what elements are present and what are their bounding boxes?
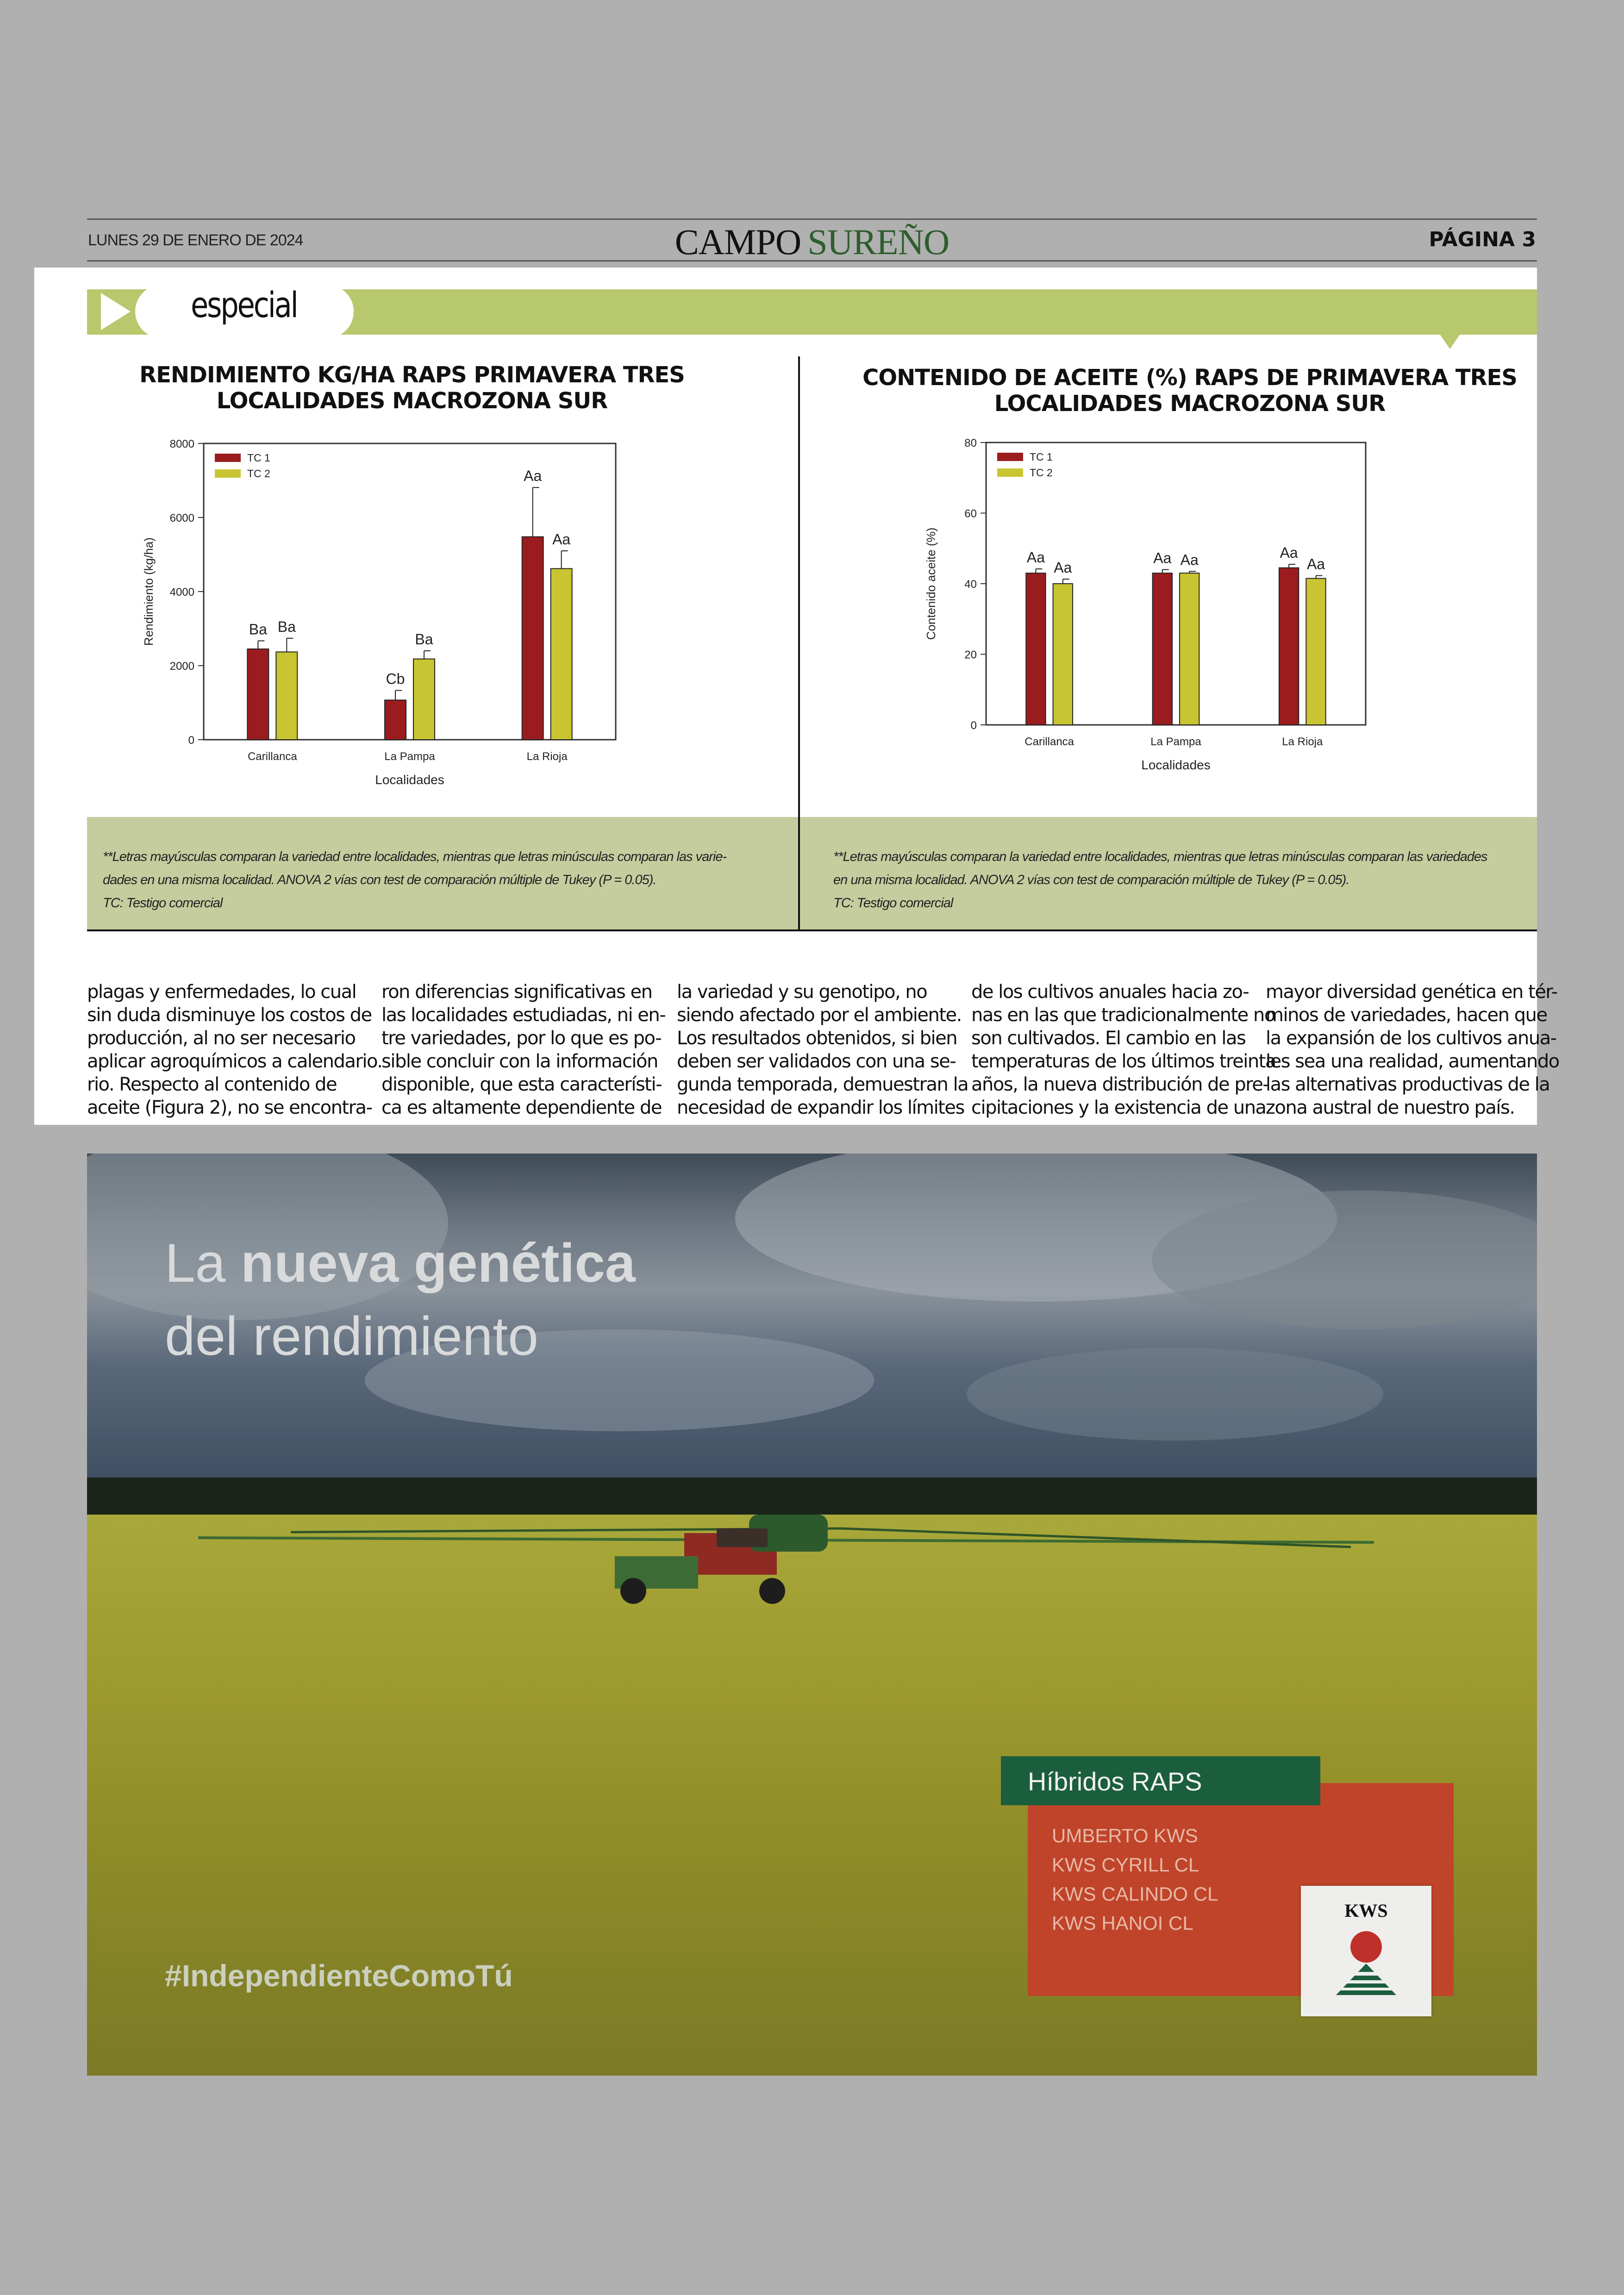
text-line: cipitaciones y la existencia de una (971, 1097, 1266, 1118)
masthead-top-rule (87, 218, 1537, 220)
legend-label: TC 2 (1030, 467, 1053, 479)
text-line: aplicar agroquímicos a calendario. (87, 1051, 382, 1072)
text-line: años, la nueva distribución de pre- (971, 1074, 1269, 1095)
text-line: deben ser validados con una se- (677, 1051, 956, 1072)
y-tick-label: 80 (964, 437, 977, 449)
page-number: PÁGINA 3 (1429, 228, 1536, 251)
bar (385, 700, 406, 740)
note-line: en una misma localidad. ANOVA 2 vías con test de comparación múltiple de Tukey (P = 0.05). (833, 873, 1349, 887)
ad-headline (165, 1227, 636, 1373)
y-tick-label: 60 (964, 507, 977, 520)
section-label: especial (191, 284, 297, 325)
data-label: Cb (386, 670, 405, 687)
y-tick-label: 8000 (169, 438, 194, 450)
oil-content-bar-chart (917, 430, 1426, 782)
hybrids-list (1052, 1821, 1218, 1938)
note-left-text (103, 845, 726, 915)
text-line: la variedad y su genotipo, no (677, 981, 927, 1003)
data-label: Aa (1153, 549, 1172, 567)
sprayer-tractor-icon (170, 1478, 1420, 1616)
x-tick-label: La Rioja (526, 750, 568, 763)
text-line: son cultivados. El cambio en las (971, 1028, 1246, 1049)
x-axis-label: Localidades (1141, 758, 1211, 772)
y-tick-label: 20 (964, 649, 977, 661)
chart-title-left (125, 362, 699, 414)
cloud (967, 1348, 1383, 1441)
x-axis-label: Localidades (375, 773, 444, 787)
article-column-2 (381, 980, 666, 1119)
yield-bar-chart (134, 430, 643, 801)
text-line: temperaturas de los últimos treinta (971, 1051, 1276, 1072)
text-line: sin duda disminuye los costos de (87, 1004, 372, 1026)
text-line: minos de variedades, hacen que (1266, 1004, 1547, 1026)
bar (247, 649, 269, 740)
newspaper-title (0, 221, 1624, 263)
kws-logo-icon (1301, 1886, 1431, 2016)
data-label: Ba (249, 621, 267, 638)
y-tick-label: 2000 (169, 660, 194, 673)
legend-label: TC 2 (247, 468, 270, 480)
data-label: Ba (277, 618, 296, 635)
note-right-text (833, 845, 1487, 915)
legend-swatch (997, 453, 1023, 461)
text-line: gunda temporada, demuestran la (677, 1074, 968, 1095)
data-label: Ba (415, 631, 433, 648)
chart-title-right-line1: CONTENIDO DE ACEITE (%) RAPS DE PRIMAVERA TRES (862, 365, 1517, 391)
legend-label: TC 1 (1030, 451, 1053, 463)
title-part-2: SUREÑO (807, 222, 949, 262)
data-label: Aa (1026, 549, 1045, 566)
text-line: necesidad de expandir los límites (677, 1097, 964, 1118)
kws-logo (1301, 1886, 1431, 2016)
bar (1153, 573, 1172, 725)
hybrid-item: KWS HANOI CL (1052, 1912, 1193, 1934)
chart-title-right-line2: LOCALIDADES MACROZONA SUR (994, 391, 1386, 417)
text-line: siendo afectado por el ambiente. (677, 1004, 962, 1026)
hybrid-item: UMBERTO KWS (1052, 1825, 1198, 1846)
notes-bottom-rule (87, 929, 1537, 931)
bar (1279, 568, 1299, 725)
text-line: de los cultivos anuales hacia zo- (971, 981, 1249, 1003)
hybrids-title: Híbridos RAPS (1028, 1767, 1202, 1796)
hybrid-item: KWS CYRILL CL (1052, 1854, 1199, 1876)
bar (522, 537, 543, 740)
article-column-5 (1266, 980, 1559, 1119)
text-line: les sea una realidad, aumentando (1266, 1051, 1559, 1072)
headline-bold: nueva genética (241, 1233, 636, 1294)
text-line: sible concluir con la información (381, 1051, 658, 1072)
title-part-1: CAMPO (675, 222, 801, 262)
article-column-4 (971, 980, 1276, 1119)
chart-title-left-line1: RENDIMIENTO KG/HA RAPS PRIMAVERA TRES (139, 362, 685, 388)
hybrid-item: KWS CALINDO CL (1052, 1883, 1218, 1905)
headline-line-1 (165, 1227, 636, 1300)
hybrids-title-tab (1001, 1756, 1320, 1805)
headline-pre: La (165, 1233, 241, 1294)
legend-swatch (215, 469, 241, 478)
text-line: mayor diversidad genética en tér- (1266, 981, 1557, 1003)
text-line: rio. Respecto al contenido de (87, 1074, 337, 1095)
y-tick-label: 40 (964, 578, 977, 591)
kws-advertisement (87, 1154, 1537, 2076)
issue-date: LUNES 29 DE ENERO DE 2024 (88, 231, 303, 249)
note-line: TC: Testigo comercial (103, 896, 223, 911)
legend-swatch (215, 454, 241, 462)
data-label: Aa (1306, 555, 1325, 573)
chart-title-right (861, 365, 1518, 417)
text-line: las localidades estudiadas, ni en- (381, 1004, 666, 1026)
y-tick-label: 0 (188, 734, 194, 747)
play-arrow-icon (101, 293, 131, 330)
text-line: producción, al no ser necesario (87, 1028, 356, 1049)
note-line: TC: Testigo comercial (833, 896, 953, 911)
text-line: aceite (Figura 2), no se encontra- (87, 1097, 372, 1118)
x-tick-label: La Pampa (1150, 736, 1201, 748)
x-tick-label: La Rioja (1282, 736, 1323, 748)
chart-title-left-line2: LOCALIDADES MACROZONA SUR (216, 388, 608, 414)
x-tick-label: Carillanca (247, 750, 297, 763)
y-axis-label: Rendimiento (kg/ha) (142, 537, 156, 646)
x-tick-label: La Pampa (384, 750, 435, 763)
text-line: tre variedades, por lo que es po- (381, 1028, 662, 1049)
data-label: Aa (1280, 544, 1298, 561)
bar (1026, 573, 1045, 725)
text-line: Los resultados obtenidos, si bien (677, 1028, 957, 1049)
legend-label: TC 1 (247, 452, 270, 464)
text-line: ca es altamente dependiente de (381, 1097, 662, 1118)
bar (1180, 573, 1199, 725)
data-label: Aa (1180, 551, 1199, 568)
text-line: plagas y enfermedades, lo cual (87, 981, 356, 1003)
bar (413, 659, 435, 740)
bar (551, 568, 572, 740)
bar (276, 652, 297, 740)
article-column-1 (87, 980, 382, 1119)
text-line: zona austral de nuestro país. (1266, 1097, 1515, 1118)
data-label: Aa (1054, 559, 1072, 576)
section-band-tip (1440, 334, 1460, 349)
x-tick-label: Carillanca (1024, 736, 1074, 748)
y-tick-label: 0 (970, 719, 977, 732)
legend-swatch (997, 468, 1023, 477)
y-tick-label: 4000 (169, 586, 194, 599)
bar (1306, 579, 1325, 725)
note-line: **Letras mayúsculas comparan la variedad entre localidades, mientras que letras minúsculas comparan las varie- (103, 849, 727, 864)
data-label: Aa (524, 468, 542, 485)
y-axis-label: Contenido aceite (%) (924, 527, 938, 640)
headline-line-2: del rendimiento (165, 1306, 538, 1367)
text-line: nas en las que tradicionalmente no (971, 1004, 1275, 1026)
ad-hashtag: #IndependienteComoTú (165, 1958, 513, 1993)
note-line: dades en una misma localidad. ANOVA 2 vías con test de comparación múltiple de Tukey (P = 0.05). (103, 873, 656, 887)
kws-logo-text: KWS (1344, 1900, 1388, 1921)
data-label: Aa (552, 531, 571, 548)
article-column-3 (677, 980, 968, 1119)
note-line: **Letras mayúsculas comparan la variedad entre localidades, mientras que letras minúsculas comparan las variedades (833, 849, 1487, 864)
text-line: la expansión de los cultivos anua- (1266, 1028, 1556, 1049)
y-tick-label: 6000 (169, 512, 194, 524)
bar (1053, 584, 1073, 725)
text-line: las alternativas productivas de la (1266, 1074, 1550, 1095)
text-line: disponible, que esta característi- (381, 1074, 662, 1095)
text-line: ron diferencias significativas en (381, 981, 652, 1003)
